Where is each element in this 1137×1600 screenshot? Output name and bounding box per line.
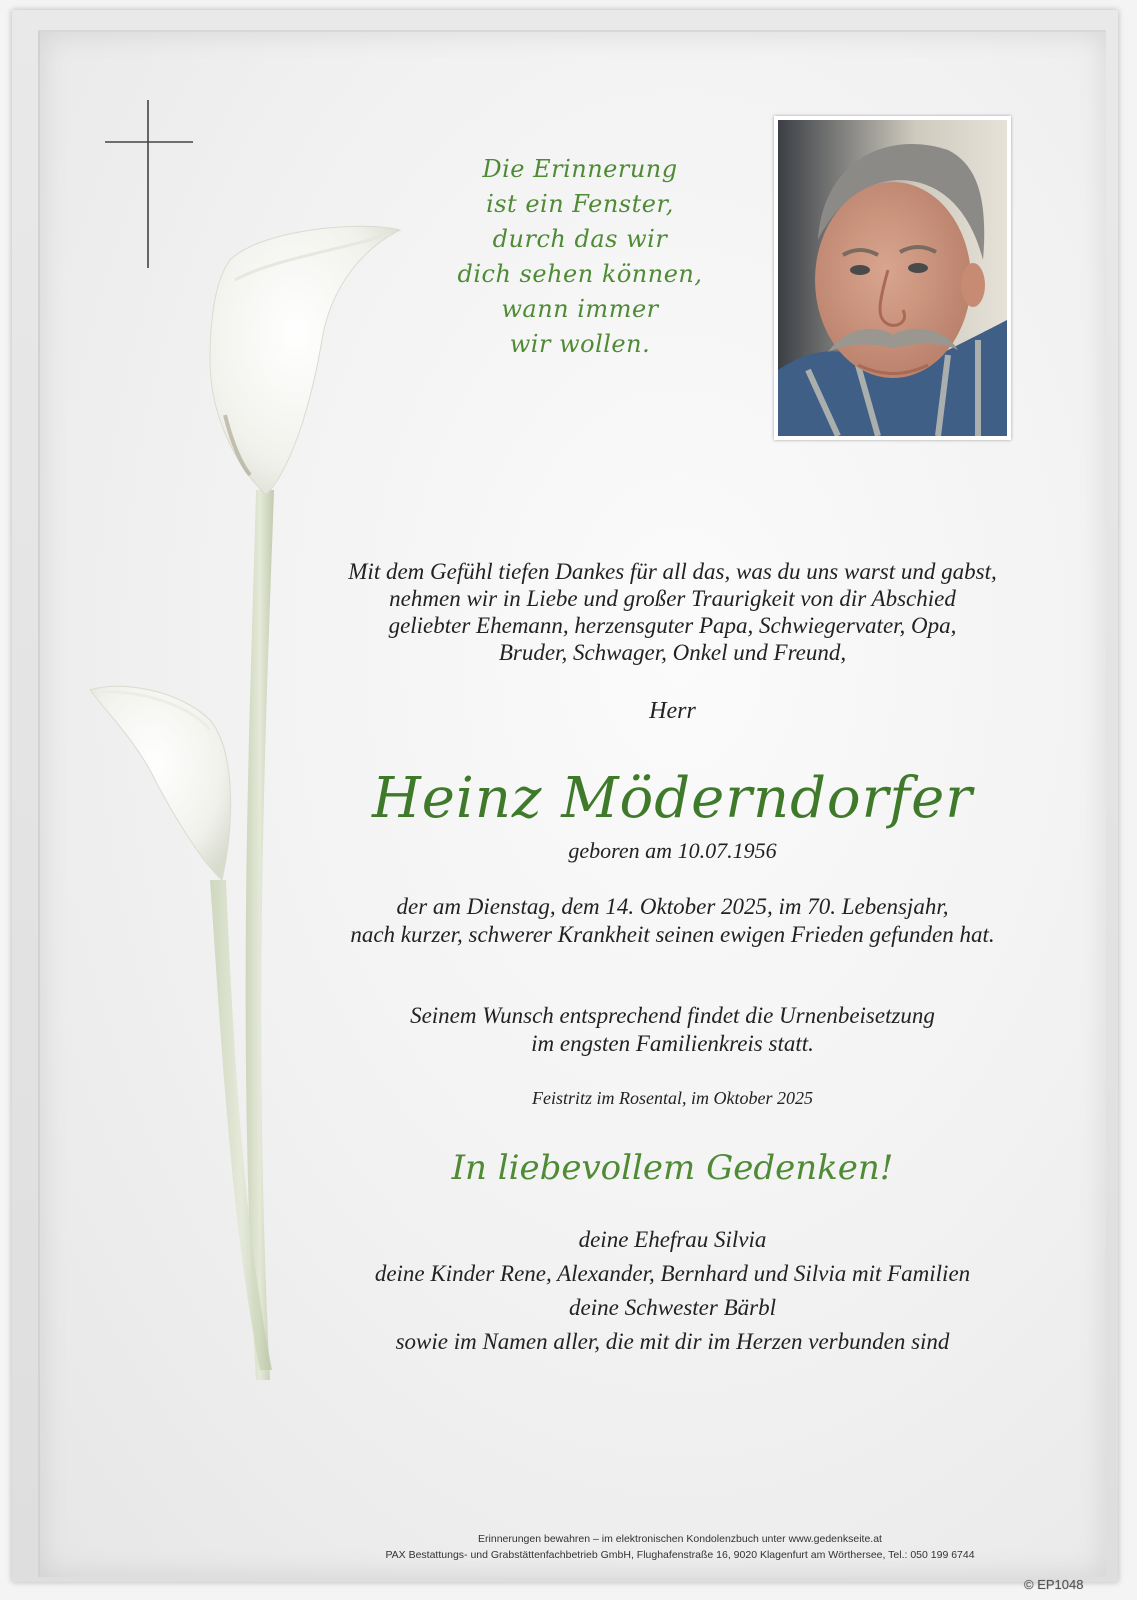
- mourner-line: sowie im Namen aller, die mit dir im Herzen verbunden sind: [395, 1329, 950, 1354]
- portrait-photo: [774, 116, 1011, 440]
- deceased-name: Heinz Möderndorfer: [371, 766, 974, 831]
- motto-line: wir wollen.: [509, 330, 651, 358]
- mourner-line: deine Ehefrau Silvia: [578, 1227, 767, 1252]
- footer-line-company: PAX Bestattungs- und Grabstättenfachbetrieb GmbH, Flughafenstraße 16, 9020 Klagenfurt am Wörthersee, Tel.: 050 199 6744: [385, 1549, 975, 1561]
- remembrance-heading: In liebevollem Gedenken!: [451, 1148, 894, 1188]
- portrait-image: [778, 120, 1007, 436]
- mourner-line: deine Schwester Bärbl: [569, 1295, 776, 1320]
- motto-line: wann immer: [501, 295, 659, 323]
- wish-line: Seinem Wunsch entsprechend findet die Urnenbeisetzung: [410, 1003, 935, 1028]
- motto-line: Die Erinnerung: [482, 155, 678, 183]
- intro-text: [300, 558, 1045, 666]
- intro-line: Bruder, Schwager, Onkel und Freund,: [498, 640, 847, 665]
- mourner-line: deine Kinder Rene, Alexander, Bernhard und Silvia mit Familien: [374, 1261, 971, 1286]
- motto-line: dich sehen können,: [457, 260, 703, 288]
- death-text: [300, 893, 1045, 949]
- salutation: Herr: [649, 698, 696, 724]
- wish-line: im engsten Familienkreis statt.: [531, 1031, 814, 1056]
- mourners-list: [300, 1223, 1045, 1359]
- motto-line: durch das wir: [492, 225, 668, 253]
- death-line: der am Dienstag, dem 14. Oktober 2025, im 70. Lebensjahr,: [396, 894, 949, 919]
- motto-line: ist ein Fenster,: [486, 190, 674, 218]
- intro-line: geliebter Ehemann, herzensguter Papa, Schwiegervater, Opa,: [388, 613, 957, 638]
- intro-line: Mit dem Gefühl tiefen Dankes für all das, was du uns warst und gabst,: [348, 559, 997, 584]
- intro-line: nehmen wir in Liebe und großer Traurigkeit von dir Abschied: [389, 586, 956, 611]
- place-and-date: Feistritz im Rosental, im Oktober 2025: [532, 1088, 813, 1108]
- footer: [330, 1531, 1030, 1563]
- footer-line-condolence: Erinnerungen bewahren – im elektronischen Kondolenzbuch unter www.gedenkseite.at: [478, 1533, 882, 1545]
- death-line: nach kurzer, schwerer Krankheit seinen ewigen Frieden gefunden hat.: [350, 922, 995, 947]
- memorial-motto: [430, 152, 730, 362]
- template-code: © EP1048: [1024, 1577, 1084, 1592]
- burial-wish: [300, 1002, 1045, 1058]
- birth-date: geboren am 10.07.1956: [568, 838, 777, 863]
